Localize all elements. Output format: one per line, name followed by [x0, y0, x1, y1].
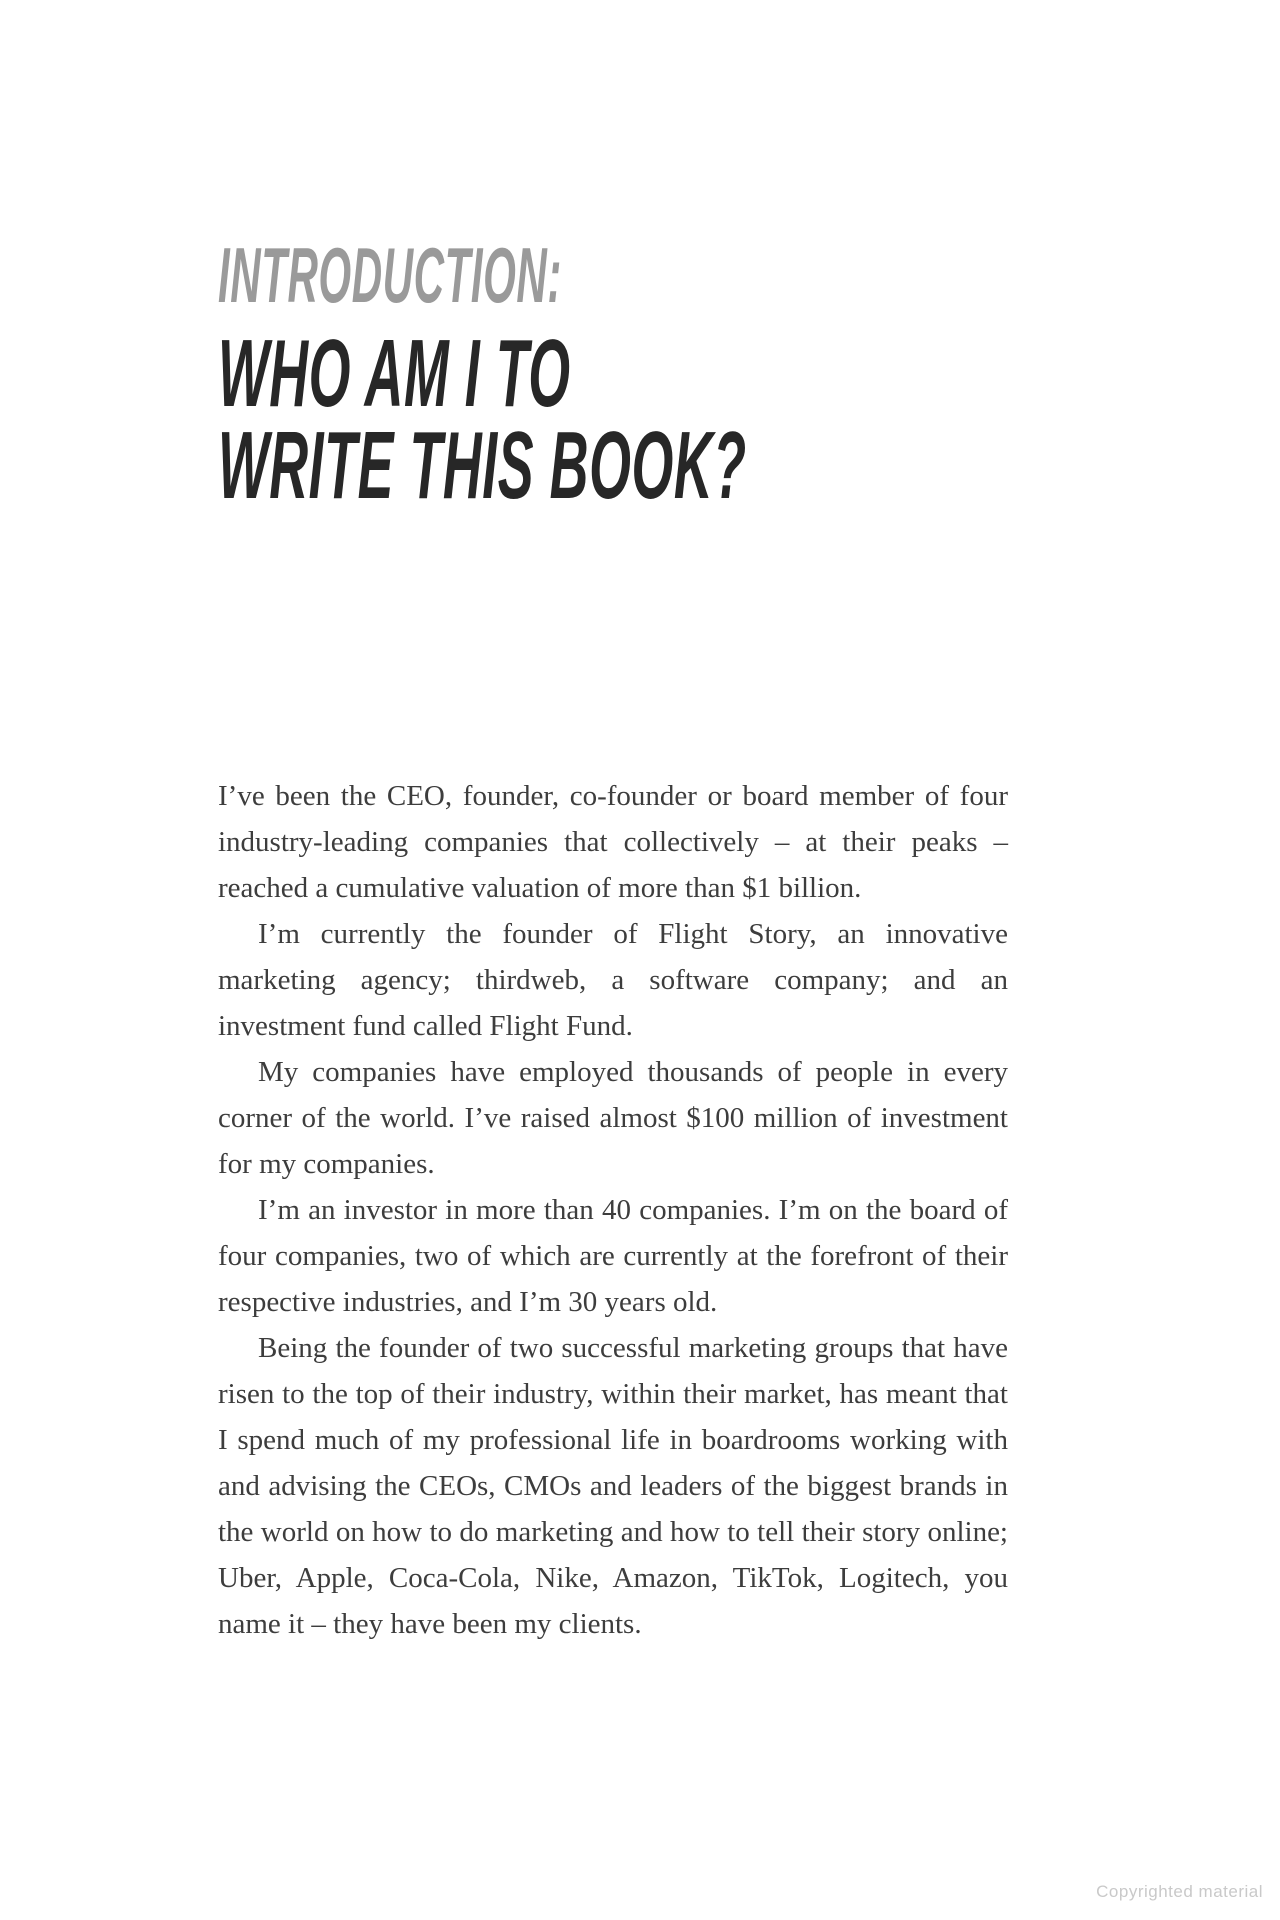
chapter-title-line-2: WRITE THIS BOOK?: [218, 412, 747, 519]
copyright-watermark: Copyrighted material: [1096, 1882, 1263, 1901]
paragraph-3: My companies have employed thousands of people in every corner of the world. I’ve raised almost $100 million of investment for my companies.: [218, 1056, 1008, 1180]
chapter-title: [218, 320, 747, 519]
paragraph-5: Being the founder of two successful marketing groups that have risen to the top of their industry, within their market, has meant that I spend much of my professional life in boardrooms working with and advising the CEOs, CMOs and leaders of the biggest brands in the world on how to do marketing and how to tell their story online; Uber, Apple, Coca-Cola, Nike, Amazon, TikTok, Logitech, you name it – they have been my clients.: [218, 1332, 1008, 1640]
chapter-kicker: INTRODUCTION:: [218, 231, 562, 319]
paragraph-2: I’m currently the founder of Flight Story, an innovative marketing agency; thirdweb, a software company; and an investment fund called Flight Fund.: [218, 918, 1008, 1042]
chapter-body: [218, 773, 1008, 1647]
paragraph-1: I’ve been the CEO, founder, co-founder or board member of four industry-leading companies that collectively – at their peaks – reached a cumulative valuation of more than $1 billion.: [218, 780, 1008, 904]
chapter-title-line-1: WHO AM I TO: [218, 320, 571, 427]
paragraph-4: I’m an investor in more than 40 companies. I’m on the board of four companies, two of which are currently at the forefront of their respective industries, and I’m 30 years old.: [218, 1194, 1008, 1318]
